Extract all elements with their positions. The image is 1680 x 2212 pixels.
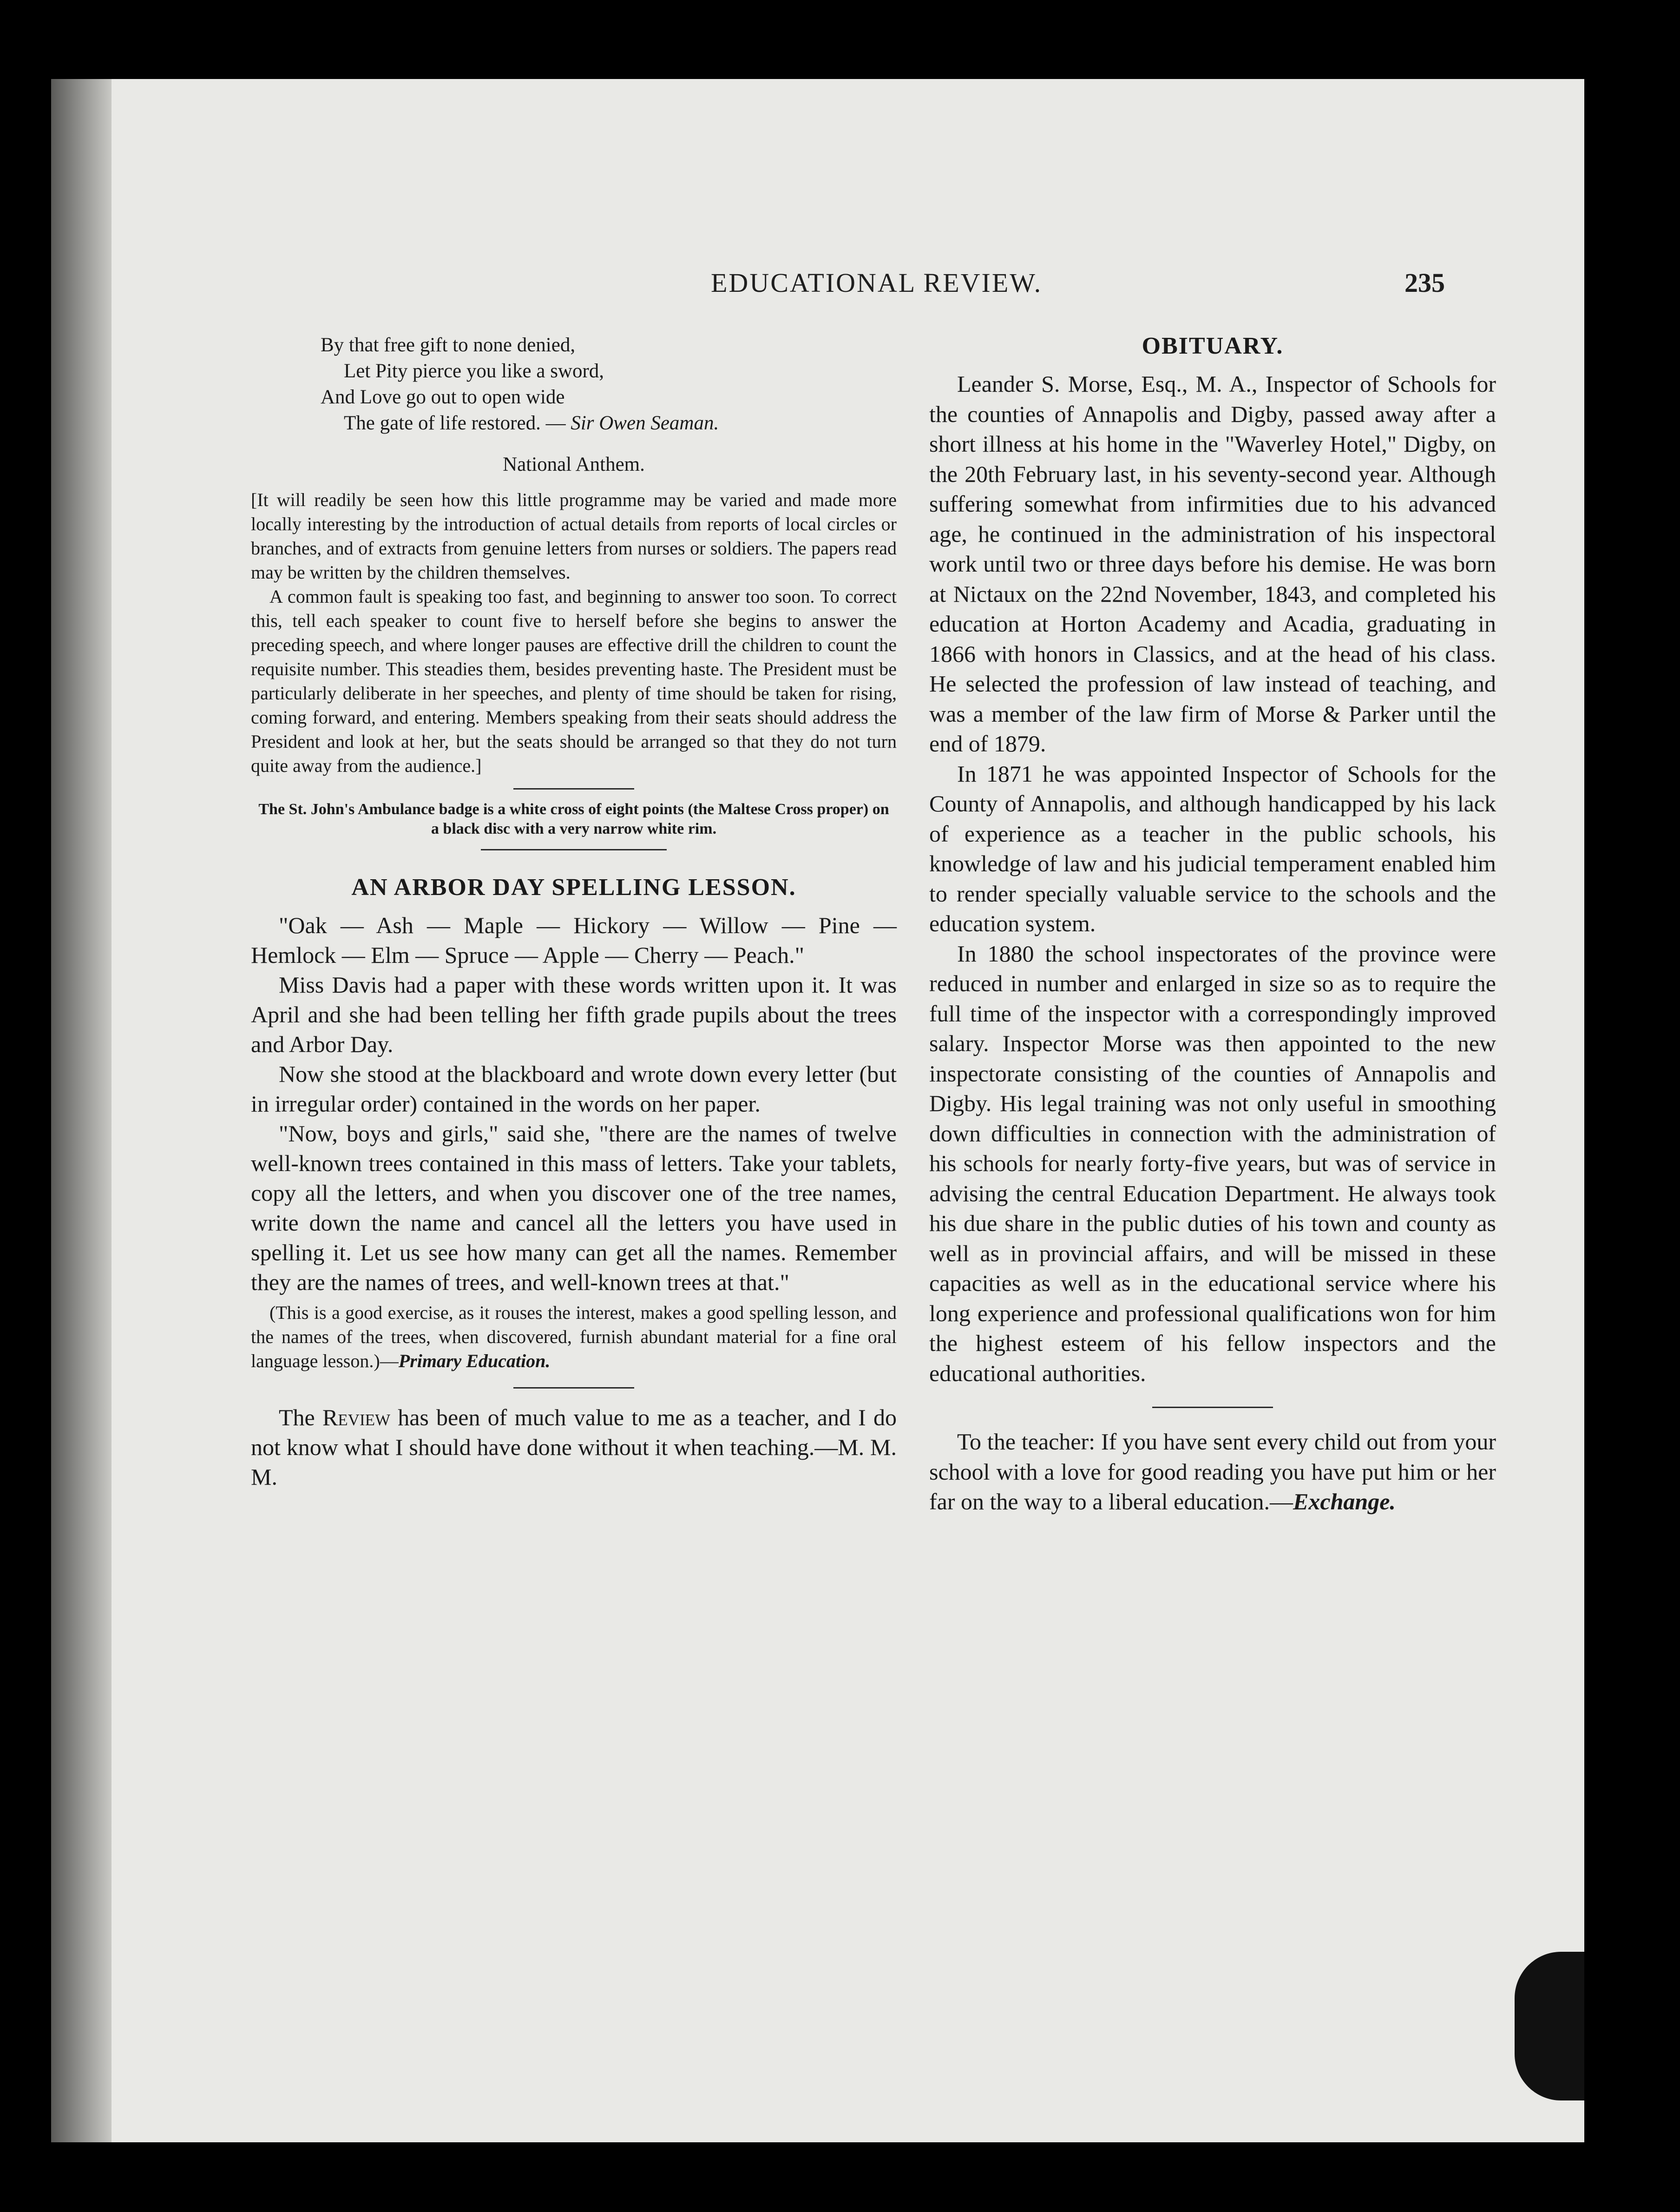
divider <box>513 788 634 790</box>
arbor-paragraph: Miss Davis had a paper with these words written upon it. It was April and she had been telling her fifth grade pupils about the trees and Arbor Day. <box>251 972 897 1057</box>
arbor-paragraph: "Now, boys and girls," said she, "there are the names of twelve well-known trees contained in this mass of letters. Take your tablets, copy all the letters, and when you discover one of the tree names, write down the name and cancel all the letters you have used in spelling it. Let us see how many can get all the names. Remember they are the names of trees, and well-known trees at that." <box>251 1120 897 1295</box>
arbor-paragraph: Now she stood at the blackboard and wrote down every letter (but in irregular order) contained in the words on her paper. <box>251 1061 897 1117</box>
poem-line: The gate of life restored. — Sir Owen Seaman. <box>344 412 719 434</box>
obituary-paragraph: Leander S. Morse, Esq., M. A., Inspector of Schools for the counties of Annapolis and Digby, passed away after a short illness at his home in the "Waverley Hotel," Digby, on the 20th February last, in his seventy-second year. Although suffering somewhat from infirmities due to his advanced age, he continued in the administration of his inspectoral work until two or three days before his demise. He was born at Nictaux on the 22nd November, 1843, and completed his education at Horton Academy and Acadia, graduating in 1866 with honors in Classics, and at the head of his class. He selected the profession of law instead of teaching, and was a member of the law firm of Morse & Parker until the end of 1879. <box>929 371 1496 757</box>
poem-line: By that free gift to none denied, <box>321 334 576 356</box>
arbor-note: (This is a good exercise, as it rouses the interest, makes a good spelling lesson, and the names of the trees, when discovered, furnish abundant material for a fine oral language lesson.)—Primary Education. <box>251 1302 897 1371</box>
review-word: Review <box>322 1404 391 1430</box>
obituary-paragraph: In 1871 he was appointed Inspector of Schools for the County of Annapolis, and although handicapped by his lack of experience as a teacher in the public schools, his knowledge of law and his judicial temperament enabled him to render specially valuable service to the schools and the education system. <box>929 760 1496 936</box>
review-testimonial: The Review has been of much value to me as a teacher, and I do not know what I should have done without it when teaching.—M. M. M. <box>251 1404 897 1490</box>
divider <box>1152 1407 1273 1408</box>
scanned-page <box>51 79 1584 2142</box>
poem <box>321 332 897 436</box>
arbor-tree-list: "Oak — Ash — Maple — Hickory — Willow — Pine — Hemlock — Elm — Spruce — Apple — Cherry — Peach." <box>251 912 897 968</box>
obituary-paragraph: In 1880 the school inspectorates of the province were reduced in number and enlarged in size so as to require the full time of the inspector with a correspondingly improved salary. Inspector Morse was then appointed to the new inspectorate consisting of the counties of Annapolis and Digby. His legal training was not only useful in smoothing down difficulties in connection with the administration of his schools for nearly forty-five years, but was of service in advising the central Education Department. He always took his due share in the public duties of his town and county as well as in provincial affairs, and will be missed in these capacities as well as in the educational service where his long experience and professional qualifications won for him the highest esteem of his fellow inspectors and the educational authorities. <box>929 940 1496 1386</box>
poem-line: Let Pity pierce you like a sword, <box>344 360 604 382</box>
obituary-title: OBITUARY. <box>1142 333 1284 359</box>
divider <box>481 849 667 850</box>
divider <box>513 1387 634 1389</box>
teacher-quote: To the teacher: If you have sent every child out from your school with a love for good reading you have put him or her far on the way to a liberal education.—Exchange. <box>929 1429 1496 1514</box>
book-spine-shadow <box>51 79 112 2142</box>
running-title: EDUCATIONAL REVIEW. <box>711 268 1043 298</box>
anthem-heading: National Anthem. <box>503 454 645 475</box>
left-column <box>251 332 897 1492</box>
note-paragraph: [It will readily be seen how this little programme may be varied and made more locally interesting by the introduction of actual details from reports of local circles or branches, and of extracts from genuine letters from nurses or soldiers. The papers read may be written by the children themselves. <box>251 489 897 583</box>
poem-attribution: Sir Owen Seaman. <box>571 412 719 434</box>
footnote: The St. John's Ambulance badge is a white cross of eight points (the Maltese Cross proper) on a black disc with a very narrow white rim. <box>258 801 889 837</box>
teacher-source: Exchange. <box>1293 1488 1396 1514</box>
page-header <box>711 267 1454 304</box>
arbor-day-title: AN ARBOR DAY SPELLING LESSON. <box>351 874 796 901</box>
page-clip <box>1515 1952 1584 2100</box>
poem-line: And Love go out to open wide <box>321 386 565 408</box>
arbor-source: Primary Education. <box>398 1350 551 1371</box>
page-number: 235 <box>1404 268 1445 298</box>
right-column <box>929 332 1496 1517</box>
note-paragraph: A common fault is speaking too fast, and beginning to answer too soon. To correct this, tell each speaker to count five to herself before she begins to answer the preceding speech, and where longer pauses are effective drill the children to count the requisite number. This steadies them, besides preventing haste. The President must be particularly deliberate in her speeches, and plenty of time should be taken for rising, coming forward, and entering. Members speaking from their seats should address the President and look at her, but the seats should be arranged so that they do not turn quite away from the audience.] <box>251 586 897 776</box>
